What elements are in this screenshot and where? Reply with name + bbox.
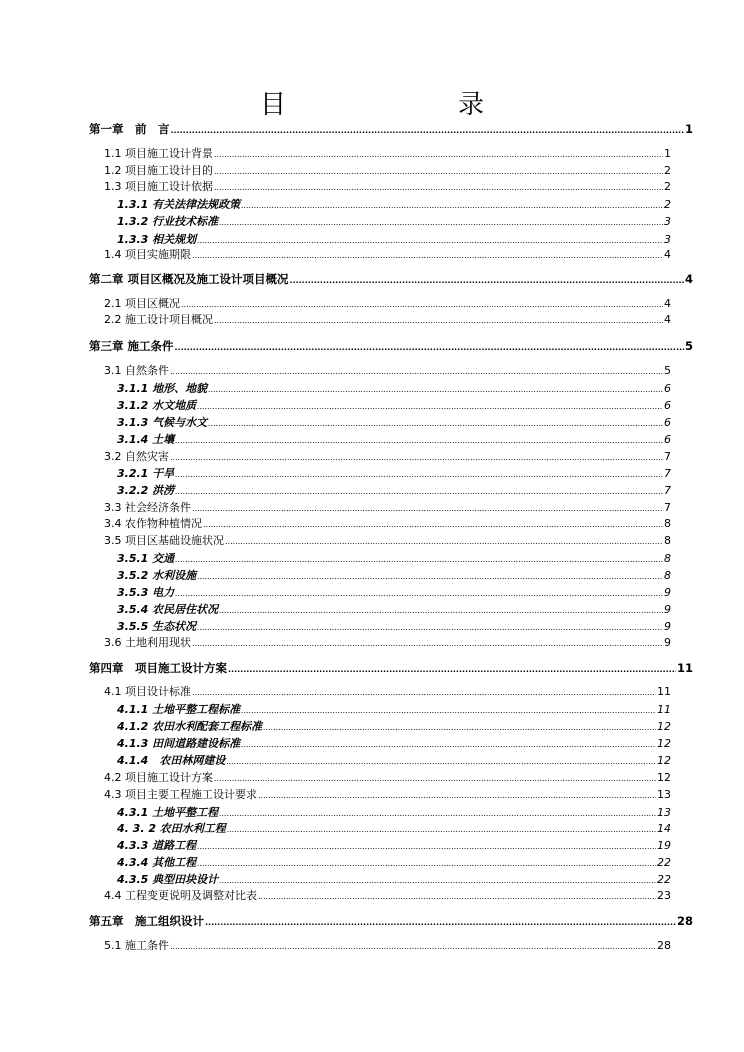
toc-leader-dots xyxy=(175,343,684,352)
toc-entry-page: 12 xyxy=(657,737,671,750)
toc-entry-title: 4.1.2 农田水利配套工程标准 xyxy=(117,720,263,733)
toc-entry-page: 12 xyxy=(657,771,671,784)
toc-entry[interactable] xyxy=(104,362,671,378)
toc-leader-dots xyxy=(170,367,663,376)
toc-entry-page: 4 xyxy=(664,248,671,261)
toc-entry[interactable] xyxy=(104,532,671,548)
toc-entry-title: 4.3.4 其他工程 xyxy=(117,856,197,869)
toc-entry-title: 1.4 项目实施期限 xyxy=(104,248,191,261)
toc-entry-title: 1.2 项目施工设计目的 xyxy=(104,164,213,177)
toc-entry[interactable] xyxy=(104,887,671,903)
toc-entry-title: 2.2 施工设计项目概况 xyxy=(104,313,213,326)
toc-entry[interactable] xyxy=(89,338,693,354)
toc-entry-page: 7 xyxy=(664,501,671,514)
toc-leader-dots xyxy=(192,639,663,648)
toc-entry-page: 12 xyxy=(657,720,671,733)
toc-entry[interactable] xyxy=(117,380,671,396)
toc-entry-title: 3.2.2 洪涝 xyxy=(117,484,175,497)
toc-entry-page: 19 xyxy=(657,839,671,852)
toc-leader-dots xyxy=(241,706,656,715)
toc-entry[interactable] xyxy=(104,769,671,785)
toc-entry-page: 13 xyxy=(657,806,671,819)
toc-entry-title: 3.4 农作物种植情况 xyxy=(104,517,202,530)
toc-entry-title: 4.2 项目施工设计方案 xyxy=(104,771,213,784)
toc-entry-page: 22 xyxy=(657,856,671,869)
toc-entry[interactable] xyxy=(117,213,671,229)
toc-leader-dots xyxy=(175,487,663,496)
toc-entry-page: 22 xyxy=(657,873,671,886)
toc-leader-dots xyxy=(214,774,656,783)
toc-entry[interactable] xyxy=(117,414,671,430)
toc-entry-title: 4. 3. 2 农田水利工程 xyxy=(117,822,226,835)
toc-entry-title: 3.1.2 水文地质 xyxy=(117,399,197,412)
toc-leader-dots xyxy=(241,740,656,749)
toc-entry-page: 6 xyxy=(664,433,671,446)
toc-entry-page: 8 xyxy=(664,569,671,582)
toc-entry[interactable] xyxy=(104,162,671,178)
toc-entry-page: 23 xyxy=(657,889,671,902)
toc-entry[interactable] xyxy=(104,515,671,531)
toc-entry[interactable] xyxy=(89,121,693,137)
toc-leader-dots xyxy=(219,218,663,227)
toc-leader-dots xyxy=(197,859,656,868)
toc-entry[interactable] xyxy=(117,701,671,717)
toc-leader-dots xyxy=(219,876,656,885)
toc-leader-dots xyxy=(197,402,663,411)
toc-entry-page: 4 xyxy=(684,272,693,286)
toc-entry-page: 4 xyxy=(664,313,671,326)
toc-entry[interactable] xyxy=(117,431,671,447)
toc-leader-dots xyxy=(175,470,663,479)
toc-entry-title: 1.3 项目施工设计依据 xyxy=(104,180,213,193)
toc-entry-title: 1.3.2 行业技术标准 xyxy=(117,215,219,228)
toc-entry-page: 8 xyxy=(664,552,671,565)
toc-entry[interactable] xyxy=(104,634,671,650)
toc-entry[interactable] xyxy=(117,735,671,751)
toc-leader-dots xyxy=(214,150,663,159)
toc-entry[interactable] xyxy=(117,820,671,836)
toc-leader-dots xyxy=(208,385,663,394)
toc-leader-dots xyxy=(219,606,663,615)
toc-entry-title: 第二章 项目区概况及施工设计项目概况 xyxy=(89,272,289,286)
toc-entry[interactable] xyxy=(104,311,671,327)
toc-entry-title: 3.5.1 交通 xyxy=(117,552,175,565)
toc-leader-dots xyxy=(175,555,663,564)
toc-leader-dots xyxy=(175,589,663,598)
toc-entry-page: 13 xyxy=(657,788,671,801)
toc-entry-page: 6 xyxy=(664,399,671,412)
toc-leader-dots xyxy=(192,688,656,697)
toc-entry-title: 1.1 项目施工设计背景 xyxy=(104,147,213,160)
toc-entry-page: 1 xyxy=(664,147,671,160)
toc-entry[interactable] xyxy=(104,295,671,311)
toc-leader-dots xyxy=(214,167,663,176)
toc-entry-title: 4.3.3 道路工程 xyxy=(117,839,197,852)
toc-entry-title: 第一章 前 言 xyxy=(89,122,170,136)
toc-entry[interactable] xyxy=(104,786,671,802)
toc-entry-title: 4.1.1 土地平整工程标准 xyxy=(117,703,241,716)
toc-leader-dots xyxy=(197,623,663,632)
toc-entry-page: 9 xyxy=(664,636,671,649)
toc-leader-dots xyxy=(258,791,656,800)
toc-entry[interactable] xyxy=(117,752,671,768)
toc-entry[interactable] xyxy=(104,937,671,953)
toc-entry-title: 3.1 自然条件 xyxy=(104,364,169,377)
toc-entry-title: 2.1 项目区概况 xyxy=(104,297,180,310)
toc-entry[interactable] xyxy=(104,178,671,194)
toc-entry[interactable] xyxy=(117,231,671,247)
toc-entry-page: 5 xyxy=(664,364,671,377)
toc-leader-dots xyxy=(197,236,663,245)
toc-entry-page: 7 xyxy=(664,467,671,480)
toc-leader-dots xyxy=(219,809,656,818)
toc-entry[interactable] xyxy=(117,718,671,734)
toc-entry-page: 9 xyxy=(664,603,671,616)
toc-entry-title: 3.1.3 气候与水文 xyxy=(117,416,208,429)
toc-entry-title: 4.3 项目主要工程施工设计要求 xyxy=(104,788,257,801)
toc-entry-title: 3.1.1 地形、地貌 xyxy=(117,382,208,395)
toc-leader-dots xyxy=(175,436,663,445)
toc-leader-dots xyxy=(192,251,663,260)
toc-entry[interactable] xyxy=(117,804,671,820)
toc-entry-page: 12 xyxy=(657,754,671,767)
toc-entry-title: 3.1.4 土壤 xyxy=(117,433,175,446)
toc-entry[interactable] xyxy=(89,271,693,287)
toc-leader-dots xyxy=(226,757,656,766)
toc-entry[interactable] xyxy=(104,499,671,515)
toc-entry-page: 5 xyxy=(684,339,693,353)
toc-entry[interactable] xyxy=(89,913,693,929)
toc-leader-dots xyxy=(228,665,676,674)
toc-entry-page: 3 xyxy=(664,233,671,246)
toc-entry-page: 6 xyxy=(664,416,671,429)
toc-entry[interactable] xyxy=(117,601,671,617)
toc-entry[interactable] xyxy=(117,567,671,583)
toc-leader-dots xyxy=(241,201,663,210)
toc-leader-dots xyxy=(208,419,663,428)
toc-entry-page: 7 xyxy=(664,450,671,463)
toc-leader-dots xyxy=(192,504,663,513)
toc-leader-dots xyxy=(205,918,676,927)
toc-leader-dots xyxy=(170,942,656,951)
toc-entry-page: 2 xyxy=(664,164,671,177)
toc-entry-title: 3.6 土地利用现状 xyxy=(104,636,191,649)
toc-leader-dots xyxy=(171,126,684,135)
toc-entry[interactable] xyxy=(117,618,671,634)
toc-entry-page: 9 xyxy=(664,620,671,633)
toc-entry[interactable] xyxy=(89,660,693,676)
toc-entry-title: 4.3.5 典型田块设计 xyxy=(117,873,219,886)
toc-entry[interactable] xyxy=(117,465,671,481)
toc-entry-title: 4.1.4 农田林网建设 xyxy=(117,754,226,767)
toc-entry[interactable] xyxy=(117,584,671,600)
toc-leader-dots xyxy=(170,453,663,462)
toc-entry[interactable] xyxy=(104,448,671,464)
toc-entry-title: 3.2 自然灾害 xyxy=(104,450,169,463)
toc-entry[interactable] xyxy=(117,837,671,853)
toc-entry-page: 6 xyxy=(664,382,671,395)
toc-entry-title: 3.5.2 水利设施 xyxy=(117,569,197,582)
toc-entry-page: 2 xyxy=(664,198,671,211)
toc-entry-title: 第三章 施工条件 xyxy=(89,339,174,353)
toc-entry[interactable] xyxy=(104,683,671,699)
toc-entry[interactable] xyxy=(104,145,671,161)
toc-entry-page: 7 xyxy=(664,484,671,497)
toc-leader-dots xyxy=(197,572,663,581)
toc-entry-page: 28 xyxy=(676,914,693,928)
toc-entry[interactable] xyxy=(117,397,671,413)
toc-entry[interactable] xyxy=(117,196,671,212)
toc-entry-title: 4.4 工程变更说明及调整对比表 xyxy=(104,889,257,902)
toc-entry[interactable] xyxy=(117,550,671,566)
toc-entry-page: 4 xyxy=(664,297,671,310)
toc-entry[interactable] xyxy=(117,871,671,887)
toc-entry-page: 28 xyxy=(657,939,671,952)
toc-entry-page: 1 xyxy=(684,122,693,136)
toc-entry-title: 4.1.3 田间道路建设标准 xyxy=(117,737,241,750)
toc-entry[interactable] xyxy=(117,854,671,870)
toc-entry-page: 9 xyxy=(664,586,671,599)
toc-entry-page: 11 xyxy=(676,661,693,675)
toc-entry-title: 3.2.1 干旱 xyxy=(117,467,175,480)
toc-leader-dots xyxy=(181,300,663,309)
toc-leader-dots xyxy=(263,723,656,732)
toc-entry-title: 3.5.4 农民居住状况 xyxy=(117,603,219,616)
toc-entry-title: 4.3.1 土地平整工程 xyxy=(117,806,219,819)
toc-leader-dots xyxy=(290,276,684,285)
toc-entry-title: 3.5 项目区基础设施状况 xyxy=(104,534,224,547)
toc-leader-dots xyxy=(225,537,663,546)
toc-entry[interactable] xyxy=(117,482,671,498)
page-title: 目 录 xyxy=(259,90,524,120)
toc-entry-page: 8 xyxy=(664,517,671,530)
toc-entry-page: 2 xyxy=(664,180,671,193)
toc-entry-page: 11 xyxy=(657,703,671,716)
toc-entry-page: 8 xyxy=(664,534,671,547)
toc-entry-title: 3.5.5 生态状况 xyxy=(117,620,197,633)
toc-entry[interactable] xyxy=(104,246,671,262)
toc-entry-title: 第五章 施工组织设计 xyxy=(89,914,204,928)
toc-leader-dots xyxy=(258,892,656,901)
toc-entry-title: 1.3.3 相关规划 xyxy=(117,233,197,246)
toc-leader-dots xyxy=(214,316,663,325)
toc-entry-page: 11 xyxy=(657,685,671,698)
toc-leader-dots xyxy=(227,825,656,834)
toc-entry-title: 3.5.3 电力 xyxy=(117,586,175,599)
toc-entry-page: 14 xyxy=(657,822,671,835)
toc-entry-title: 3.3 社会经济条件 xyxy=(104,501,191,514)
toc-entry-title: 5.1 施工条件 xyxy=(104,939,169,952)
toc-leader-dots xyxy=(214,183,663,192)
toc-leader-dots xyxy=(203,520,663,529)
toc-entry-title: 1.3.1 有关法律法规政策 xyxy=(117,198,241,211)
toc-entry-title: 第四章 项目施工设计方案 xyxy=(89,661,227,675)
toc-entry-page: 3 xyxy=(664,215,671,228)
toc-leader-dots xyxy=(197,842,656,851)
toc-entry-title: 4.1 项目设计标准 xyxy=(104,685,191,698)
